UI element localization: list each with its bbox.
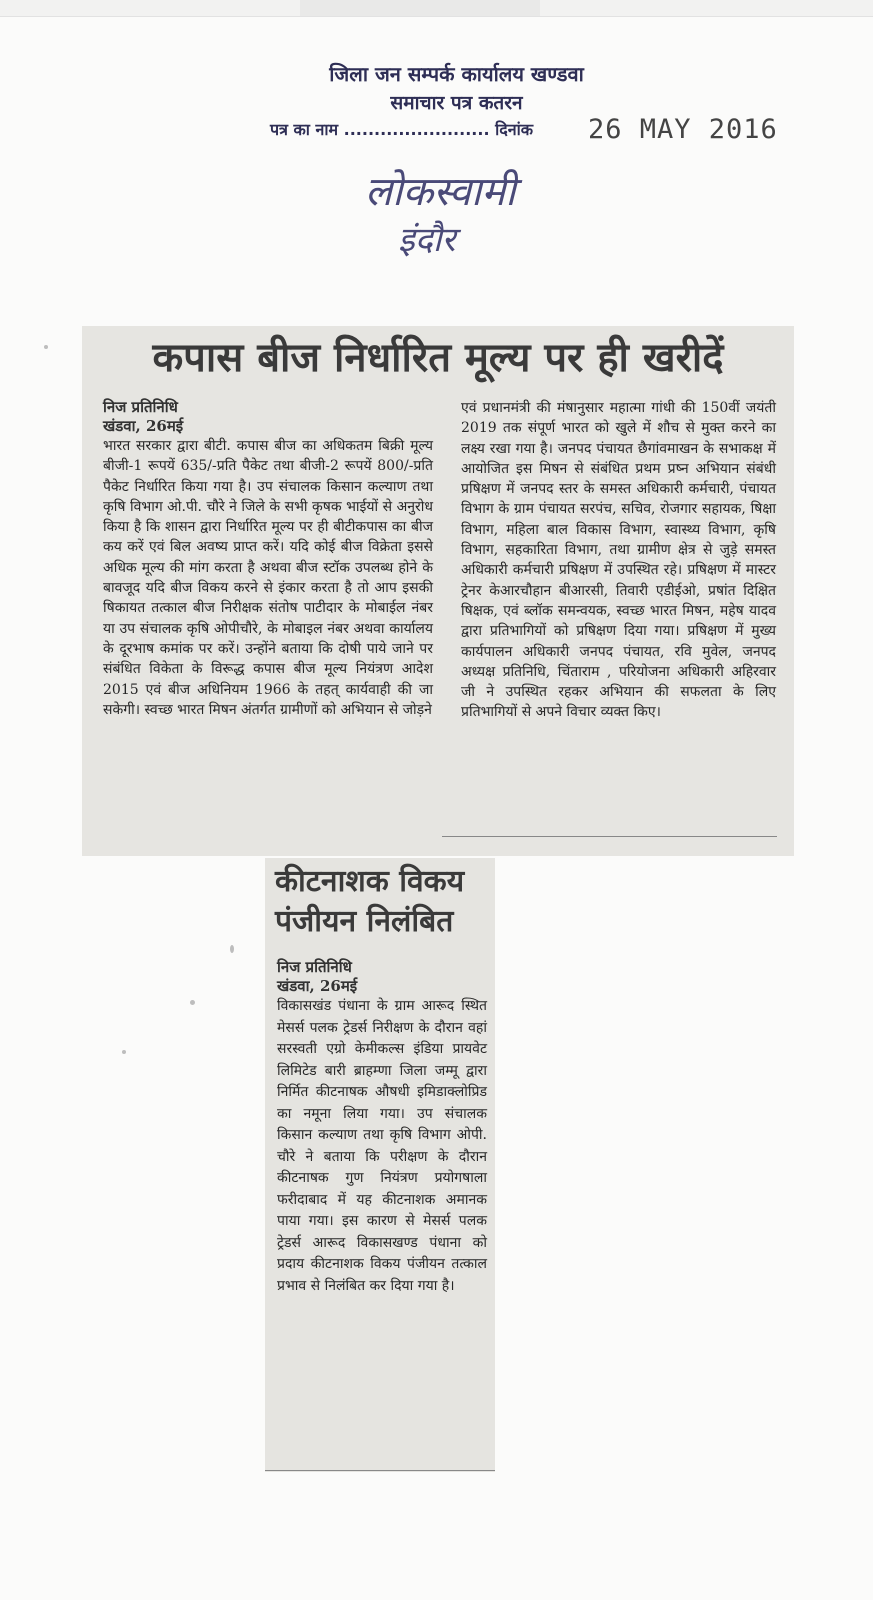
column-end-rule [442, 836, 777, 837]
article1-body-2: एवं प्रधानमंत्री की मंषानुसार महात्मा गांधी की 150वीं जयंती 2019 तक संपूर्ण भारत को खुले में शौच से मुक्त करने का लक्ष्य रखा गया है। जनपद पंचायत छैगांवमाखन के सभाकक्ष में आयोजित इस मिषन से संबंधित प्रथम प्रष्न अभियान संबंधी प्रषिक्षण में जनपद स्तर के समस्त अधिकारी कर्मचारी, पंचायत विभाग के ग्राम पंचायत सरपंच, सचिव, रोजगार सहायक, षिक्षा विभाग, महिला बाल विकास विभाग, स्वास्थ्य विभाग, कृषि विभाग, सहकारिता विभाग, तथा ग्रामीण क्षेत्र से जुड़े समस्त अधिकारी कर्मचारी प्रषिक्षण में उपस्थित रहे। प्रषिक्षण में मास्टर ट्रेनर केआरचौहान बीआरसी, तिवारी एडीईओ, प्रषांत दिक्षित षिक्षक, एवं ब्लॉक समन्वयक, स्वच्छ भारत मिषन, महेष यादव द्वारा प्रतिभागियों को प्रषिक्षण दिया गया। प्रषिक्षण में मुख्य कार्यपालन अधिकारी जनपद पंचायत, रवि मुवेल, जनपद अध्यक्ष प्रतिनिधि, चिंताराम , परियोजना अधिकारी अहिरवार जी ने उपस्थित रहकर अभियान की सफलता के लिए प्रतिभागियों से अपने विचार व्यक्त किए। [461, 400, 776, 721]
scanner-clip-tab [300, 0, 540, 16]
article2-body: विकासखंड पंधाना के ग्राम आरूद स्थित मेसर्स पलक ट्रेडर्स निरीक्षण के दौरान वहां सरस्वती एग्रो केमीकल्स इंडिया प्रायवेट लिमिटेड बारी ब्राहम्णा जिला जम्मू द्वारा निर्मित कीटनाषक औषधी इमिडाक्लोप्रिड का नमूना लिया गया। उप संचालक किसान कल्याण तथा कृषि विभाग ओपी. चौरे ने बताया कि परीक्षण के दौरान कीटनाषक गुण नियंत्रण प्रयोगषाला फरीदाबाद में यह कीटनाशक अमानक पाया गया। इस कारण से मेसर्स पलक ट्रेडर्स आरूद विकासखण्ड पंधाना को प्रदाय कीटनाशक विकय पंजीयन तत्काल प्रभाव से निलंबित कर दिया गया है। [277, 998, 487, 1294]
scan-speck [230, 945, 234, 953]
dateline: खंडवा, 26मई [103, 417, 184, 435]
scan-speck [122, 1050, 126, 1054]
paper-name-label: पत्र का नाम ........................ दिनांक [270, 120, 534, 139]
office-header [0, 60, 873, 145]
article1-column-1 [103, 398, 433, 720]
clipping-cotton-seed [82, 326, 794, 856]
scanner-top-strip [0, 0, 873, 16]
dateline: खंडवा, 26मई [277, 977, 358, 995]
scan-speck [190, 1000, 195, 1005]
clipping-label: समाचार पत्र कतरन [390, 92, 523, 114]
reporter-credit: निज प्रतिनिधि [103, 398, 178, 416]
headline-cotton-seed: कपास बीज निर्धारित मूल्य पर ही खरीदें [152, 335, 724, 381]
article2-end-rule [265, 1470, 495, 1471]
handwritten-city: इंदौर [398, 220, 456, 260]
article1-body-1: भारत सरकार द्वारा बीटी. कपास बीज का अधिकतम बिक्री मूल्य बीजी-1 रूपयें 635/-प्रति पैकेट तथा बीजी-2 रूपयें 800/-प्रति पैकेट निर्धारित किया गया है। उप संचालक किसान कल्याण तथा कृषि विभाग ओ.पी. चौरे ने जिले के सभी कृषक भाईयों से अनुरोध किया है कि शासन द्वारा निर्धारित मूल्य पर ही बीटीकपास का बीज कय करें एवं बिल अवष्य प्राप्त करें। यदि कोई बीज विक्रेता इससे अधिक मूल्य की मांग करता है अथवा बीज स्टॉक उपलब्ध होने के बावजूद यदि बीज विकय करने से इंकार करता है तो आप इसकी षिकायत तत्काल बीज निरीक्षक संतोष पाटीदार के मोबाईल नंबर या उप संचालक कृषि ओपीचौरे, के मोबाइल नंबर अथवा कार्यालय के दूरभाष कमांक पर करें। उन्होंने बताया कि दोषी पाये जाने पर संबंधित विकेता के विरूद्ध कपास बीज मूल्य नियंत्रण आदेश 2015 एवं बीज अधिनियम 1966 के तहत् कार्यवाही की जा सकेगी। स्वच्छ भारत मिषन अंतर्गत ग्रामीणों को अभियान से जोड़ने [103, 438, 433, 718]
article2-column [277, 958, 487, 1297]
scan-speck [44, 345, 48, 349]
reporter-credit: निज प्रतिनिधि [277, 958, 352, 976]
headline-pesticide: कीटनाशक विकय पंजीयन निलंबित [275, 864, 465, 939]
handwritten-newspaper-name: लोकस्वामी [365, 169, 516, 215]
scanner-edge-line [0, 16, 873, 17]
article1-column-2 [461, 398, 776, 723]
clipping-pesticide-suspension [265, 858, 495, 1472]
date-stamp: 26 MAY 2016 [588, 114, 778, 145]
office-name: जिला जन सम्पर्क कार्यालय खण्डवा [329, 62, 584, 86]
